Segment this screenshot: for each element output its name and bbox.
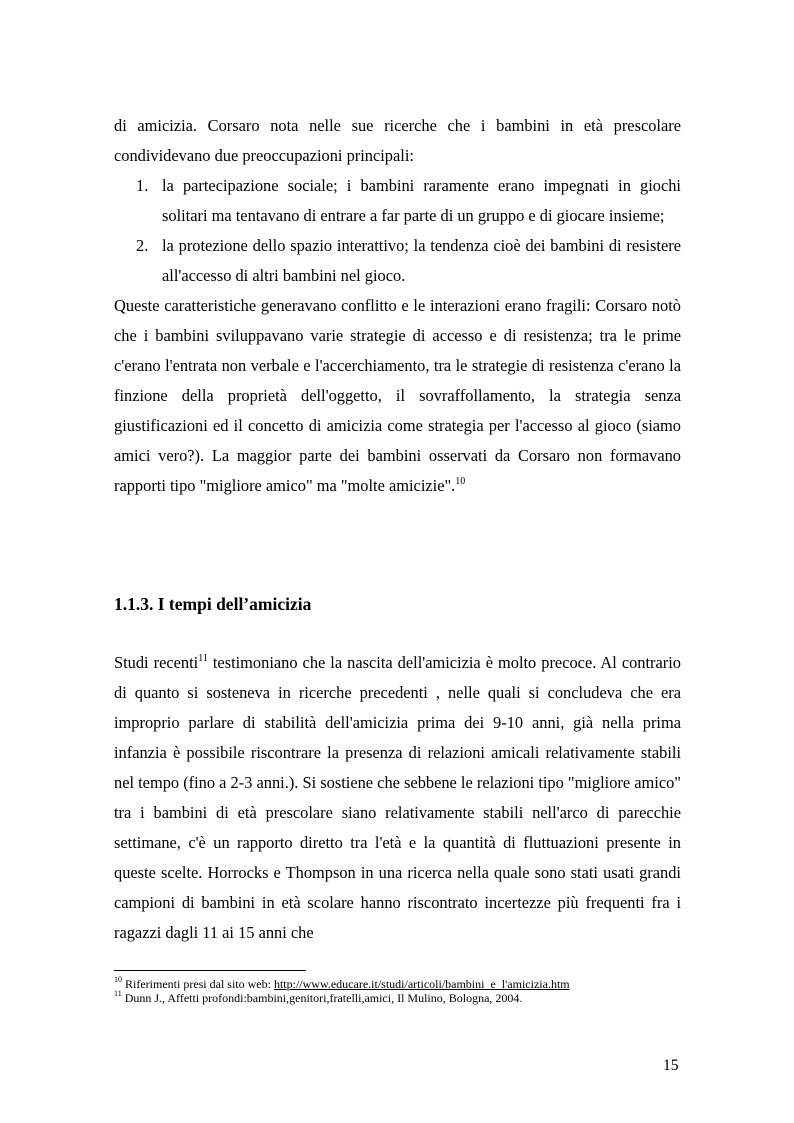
- studies-paragraph-rest: testimoniano che la nascita dell'amicizia è molto precoce. Al contrario di quanto si sosteneva in ricerche precedenti , nelle quali si concludeva che era improprio parlare di stabilità dell'amicizia prima dei 9-10 anni, già nella prima infanzia è possibile riscontrare la presenza di relazioni amicali relativamente stabili nel tempo (fino a 2-3 anni.). Si sostiene che sebbene le relazioni tipo "migliore amico" tra i bambini di età prescolare siano relativamente stabili nell'arco di parecchie settimane, c'è un rapporto diretto tra l'età e la quantità di fluttuazioni presente in queste scelte. Horrocks e Thompson in una ricerca nella quale sono stati usati grandi campioni di bambini in età scolare hanno riscontrato incertezze più frequenti fra i ragazzi dagli 11 ai 15 anni che: [114, 653, 681, 942]
- footnote-number: 11: [114, 989, 122, 998]
- section-heading-block: [114, 589, 681, 619]
- conflict-paragraph-text: Queste caratteristiche generavano conflitto e le interazioni erano fragili: Corsaro notò che i bambini sviluppavano varie strategie di accesso e di resistenza; tra le prime c'erano l'entrata non verbale e l'accerchiamento, tra le strategie di resistenza c'erano la finzione della proprietà dell'oggetto, il sovraffollamento, la strategia senza giustificazioni ed il concetto di amicizia come strategia per l'accesso al gioco (siamo amici vero?). La maggior parte dei bambini osservati da Corsaro non formavano rapporti tipo "migliore amico" ma "molte amicizie".: [114, 296, 681, 495]
- footnote-ref-10[interactable]: 10: [455, 475, 466, 487]
- footnote-link[interactable]: http://www.educare.it/studi/articoli/bambini_e_l'amicizia.htm: [273, 977, 570, 991]
- studies-paragraph-start: Studi recenti: [114, 653, 199, 672]
- page-number: 15: [663, 1057, 679, 1074]
- list-item: [114, 171, 681, 231]
- conflict-paragraph: [114, 291, 681, 501]
- footnote-ref-11[interactable]: 11: [198, 652, 208, 664]
- concerns-list: [114, 171, 681, 291]
- list-item-text: la partecipazione sociale; i bambini raramente erano impegnati in giochi solitari ma tentavano di entrare a far parte di un gruppo e di giocare insieme;: [162, 176, 681, 225]
- list-item: [114, 231, 681, 291]
- list-item-text: la protezione dello spazio interattivo; la tendenza cioè dei bambini di resistere all'accesso di altri bambini nel gioco.: [162, 236, 681, 285]
- section-heading: 1.1.3. I tempi dell’amicizia: [114, 594, 312, 614]
- footnote-text: Riferimenti presi dal sito web:: [122, 977, 274, 991]
- list-item-number: 1.: [136, 176, 149, 195]
- studies-paragraph: [114, 648, 681, 948]
- footnote-10: [114, 977, 694, 991]
- intro-paragraph: di amicizia. Corsaro nota nelle sue ricerche che i bambini in età prescolare condividevano due preoccupazioni principali:: [114, 116, 681, 165]
- main-text-block: [114, 111, 681, 501]
- footnote-11: [114, 991, 694, 1005]
- footnote-text: Dunn J., Affetti profondi:bambini,genitori,fratelli,amici, Il Mulino, Bologna, 2004.: [121, 991, 523, 1005]
- list-item-number: 2.: [136, 236, 149, 255]
- footnotes: [114, 977, 694, 1005]
- section-body: [114, 648, 681, 948]
- footnote-separator: [114, 970, 306, 971]
- footnote-number: 10: [114, 975, 122, 984]
